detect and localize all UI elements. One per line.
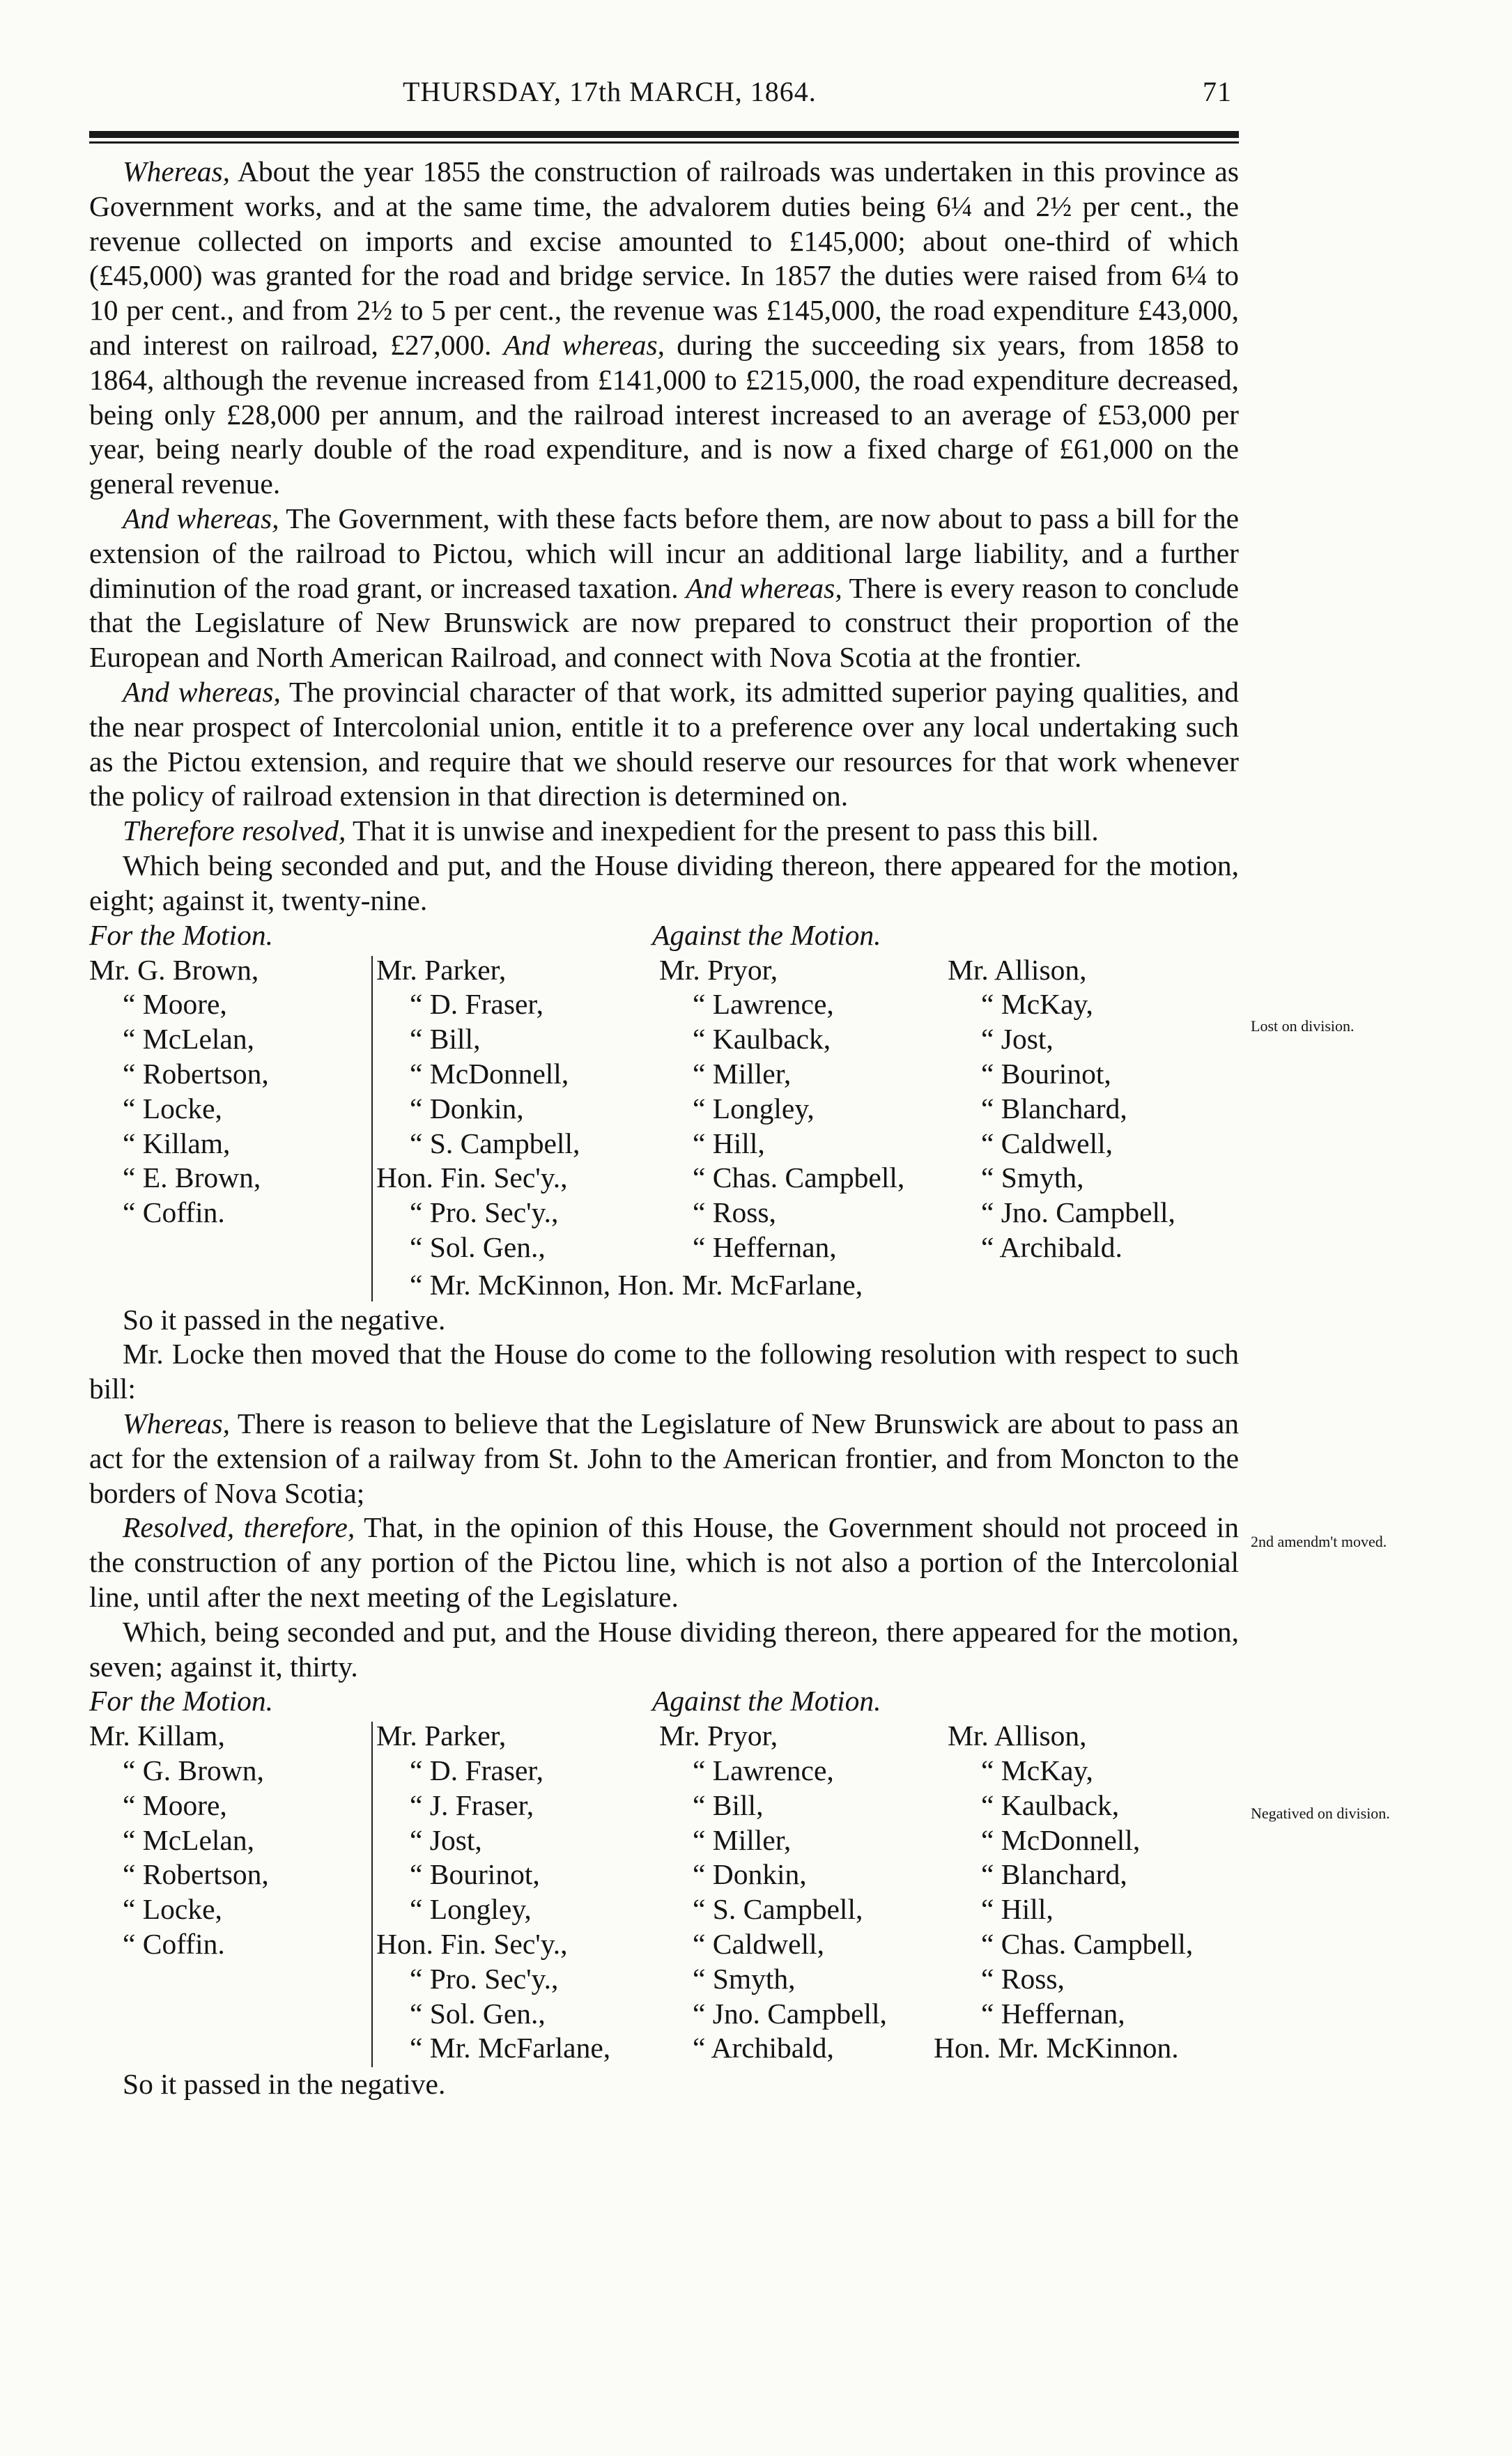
member-name: “ McDonnell, <box>981 1823 1141 1856</box>
member-name: “ E. Brown, <box>123 1161 261 1194</box>
division-2-headings <box>89 1684 1239 1719</box>
member-name: “ Sol. Gen., <box>410 1230 546 1263</box>
member-name: “ Heffernan, <box>693 1230 837 1263</box>
member-name: “ Coffin. <box>123 1196 225 1229</box>
member-name: “ Mr. McFarlane, <box>410 2032 611 2064</box>
member-name: Mr. Killam, <box>89 1720 225 1752</box>
member-name: “ Caldwell, <box>693 1928 824 1961</box>
margin-note-amendment: 2nd amendm't moved. <box>1251 1533 1387 1550</box>
member-name: “ Coffin. <box>123 1928 225 1961</box>
member-name: “ Hill, <box>693 1127 765 1159</box>
paragraph-text: That, in the opinion of this House, the Government should not proceed in the construction of any portion of the Pictou line, which is not also a portion of the Intercolonial line, until after the next meeting of the Legislature. <box>89 1511 1239 1613</box>
paragraph-text: About the year 1855 the construction of railroads was undertaken in this province as Government works, and at the same time, the advalorem duties being 6¼ and 2½ per cent., the revenue collected on imports and excise amounted to £145,000; about one-third of which (£45,000) was granted for the road and bridge service. In 1857 the duties were raised from 6¼ to 10 per cent., and from 2½ to 5 per cent., the revenue was £145,000, the road expenditure £43,000, and interest on railroad, £27,000. <box>89 155 1239 361</box>
member-name: “ Moore, <box>123 988 227 1021</box>
member-name: “ Pro. Sec'y., <box>410 1196 559 1229</box>
against-motion-heading: Against the Motion. <box>652 918 881 951</box>
header-rule-thin <box>89 141 1239 144</box>
division-1-last-line: “ Mr. McKinnon, Hon. Mr. McFarlane, <box>410 1268 863 1301</box>
member-name: “ J. Fraser, <box>410 1789 534 1821</box>
member-name: “ Chas. Campbell, <box>693 1161 905 1194</box>
member-name: “ Longley, <box>410 1893 532 1926</box>
member-name: “ Bourinot, <box>410 1858 540 1891</box>
member-name: Mr. Parker, <box>376 1720 507 1752</box>
member-name: “ S. Campbell, <box>693 1893 863 1926</box>
member-name: “ McLelan, <box>123 1823 254 1856</box>
member-name: “ Hill, <box>981 1893 1054 1926</box>
member-name: “ Sol. Gen., <box>410 1997 546 2030</box>
paragraph-whereas-2 <box>89 502 1239 675</box>
vote-column-against-3 <box>934 1719 1194 2066</box>
for-motion-heading: For the Motion. <box>89 1685 273 1717</box>
member-name: “ Jno. Campbell, <box>981 1196 1175 1229</box>
division-2-intro: Which, being seconded and put, and the House dividing thereon, there appeared for the motion, seven; against it, thirty. <box>89 1615 1239 1683</box>
vote-column-against-2 <box>659 1719 887 2066</box>
member-name: “ Robertson, <box>123 1057 269 1090</box>
member-name: “ Smyth, <box>693 1962 796 1995</box>
member-name: “ S. Campbell, <box>410 1127 580 1159</box>
member-name: “ Caldwell, <box>981 1127 1113 1159</box>
division-2-list <box>89 1719 1239 2067</box>
member-name: Mr. G. Brown, <box>89 953 259 986</box>
lead-word: And whereas, <box>123 502 279 534</box>
paragraph-text: during the succeeding six years, from 1858 to 1864, although the revenue increased from £141,000 to £215,000, the road expenditure decreased, being only £28,000 per annum, and the railroad interest increased to an average of £53,000 per year, being nearly double of the road expenditure, and is now a fixed charge of £61,000 on the general revenue. <box>89 328 1239 500</box>
member-name: “ Miller, <box>693 1057 792 1090</box>
lead-word: And whereas, <box>123 675 281 708</box>
member-name: “ G. Brown, <box>123 1754 264 1787</box>
lead-word: And whereas, <box>686 571 842 604</box>
member-name: “ Lawrence, <box>693 1754 834 1787</box>
member-name: “ Ross, <box>693 1196 776 1229</box>
page-title: THURSDAY, 17th MARCH, 1864. <box>403 76 817 107</box>
member-name: “ Killam, <box>123 1127 231 1159</box>
member-name: “ D. Fraser, <box>410 988 543 1021</box>
member-name: “ Jost, <box>981 1023 1054 1056</box>
member-name: Hon. Fin. Sec'y., <box>376 1928 568 1961</box>
vote-column-against-1 <box>376 953 580 1265</box>
lead-word: Whereas, <box>123 155 231 187</box>
paragraph-whereas-3 <box>89 675 1239 814</box>
vote-column-for <box>89 953 269 1230</box>
paragraph-text: The provincial character of that work, its admitted superior paying qualities, and the near prospect of Intercolonial union, entitle it to a preference over any local undertaking such as the Pictou extension, and require that we should reserve our resources for that work whenever the policy of railroad extension in that direction is determined on. <box>89 675 1239 812</box>
member-name: “ Miller, <box>693 1823 792 1856</box>
member-name: “ McKay, <box>981 988 1093 1021</box>
member-name: “ McKay, <box>981 1754 1093 1787</box>
column-divider <box>371 956 373 1268</box>
member-name: “ Pro. Sec'y., <box>410 1962 559 1995</box>
member-name: “ Jost, <box>410 1823 482 1856</box>
division-1-headings <box>89 918 1239 953</box>
vote-column-against-1 <box>376 1719 610 2066</box>
member-name: “ Lawrence, <box>693 988 834 1021</box>
member-name: “ Kaulback, <box>693 1023 831 1056</box>
member-name: “ Locke, <box>123 1893 222 1926</box>
margin-note-lost: Lost on division. <box>1251 1017 1355 1035</box>
member-name: Mr. Allison, <box>948 953 1087 986</box>
member-name: “ Blanchard, <box>981 1092 1127 1125</box>
lead-word: Whereas, <box>123 1407 231 1439</box>
member-name: “ Locke, <box>123 1092 222 1125</box>
against-motion-heading: Against the Motion. <box>652 1685 881 1717</box>
member-name: “ Archibald, <box>693 2032 834 2064</box>
member-name: “ D. Fraser, <box>410 1754 543 1787</box>
vote-column-against-3 <box>948 953 1175 1265</box>
division-1-result: So it passed in the negative. <box>123 1303 446 1336</box>
page-body <box>89 155 1239 2102</box>
division-1-list <box>89 953 1239 1268</box>
lead-word: Resolved, therefore, <box>123 1511 355 1544</box>
vote-column-for <box>89 1719 269 1962</box>
paragraph-whereas-1 <box>89 155 1239 502</box>
member-name: “ Bourinot, <box>981 1057 1111 1090</box>
member-name: “ Bill, <box>693 1789 764 1821</box>
column-divider <box>371 1268 373 1302</box>
member-name: “ Jno. Campbell, <box>693 1997 887 2030</box>
amendment-whereas <box>89 1407 1239 1511</box>
member-name: “ McLelan, <box>123 1023 254 1056</box>
page-header <box>89 75 1232 117</box>
member-name: “ Donkin, <box>693 1858 807 1891</box>
member-name: Mr. Pryor, <box>659 1720 778 1752</box>
paragraph-text: That it is unwise and inexpedient for the present to pass this bill. <box>346 814 1099 847</box>
member-name: “ Ross, <box>981 1962 1065 1995</box>
page-number: 71 <box>1203 76 1232 107</box>
member-name: “ Smyth, <box>981 1161 1084 1194</box>
vote-column-against-2 <box>659 953 904 1265</box>
lead-word: And whereas, <box>503 328 665 361</box>
margin-note-negatived: Negatived on division. <box>1251 1805 1390 1822</box>
division-1-last-line-row <box>89 1268 1239 1303</box>
member-name: Mr. Pryor, <box>659 953 778 986</box>
paragraph-text: There is reason to believe that the Legislature of New Brunswick are about to pass an act for the extension of a railway from St. John to the American frontier, and from Moncton to the borders of Nova Scotia; <box>89 1407 1239 1509</box>
member-name: “ Longley, <box>693 1092 815 1125</box>
division-1-intro: Which being seconded and put, and the House dividing thereon, there appeared for the motion, eight; against it, twenty-nine. <box>89 849 1239 916</box>
member-name: “ Blanchard, <box>981 1858 1127 1891</box>
paragraph-text: There is every reason to conclude that the Legislature of New Brunswick are now prepared to construct their proportion of the European and North American Railroad, and connect with Nova Scotia at the frontier. <box>89 571 1239 674</box>
for-motion-heading: For the Motion. <box>89 918 273 951</box>
division-2-result: So it passed in the negative. <box>123 2068 446 2101</box>
column-divider <box>371 1722 373 2067</box>
member-name: Hon. Fin. Sec'y., <box>376 1161 568 1194</box>
header-rule-thick <box>89 131 1239 138</box>
amendment-intro: Mr. Locke then moved that the House do come to the following resolution with respect to such bill: <box>89 1338 1239 1405</box>
member-name: Mr. Parker, <box>376 953 507 986</box>
paragraph-text: The Government, with these facts before them, are now about to pass a bill for the extension of the railroad to Pictou, which will incur an additional large liability, and a further diminution of the road grant, or increased taxation. <box>89 502 1239 604</box>
member-name: Mr. Allison, <box>948 1720 1087 1752</box>
member-name: “ Kaulback, <box>981 1789 1120 1821</box>
member-name: “ McDonnell, <box>410 1057 569 1090</box>
amendment-resolved <box>89 1511 1239 1614</box>
paragraph-resolved <box>89 814 1239 849</box>
member-name: Hon. Mr. McKinnon. <box>934 2032 1179 2064</box>
member-name: “ Moore, <box>123 1789 227 1821</box>
member-name: “ Bill, <box>410 1023 481 1056</box>
member-name: “ Robertson, <box>123 1858 269 1891</box>
member-name: “ Heffernan, <box>981 1997 1125 2030</box>
member-name: “ Archibald. <box>981 1230 1123 1263</box>
member-name: “ Donkin, <box>410 1092 524 1125</box>
lead-word: Therefore resolved, <box>123 814 346 847</box>
member-name: “ Chas. Campbell, <box>981 1928 1194 1961</box>
